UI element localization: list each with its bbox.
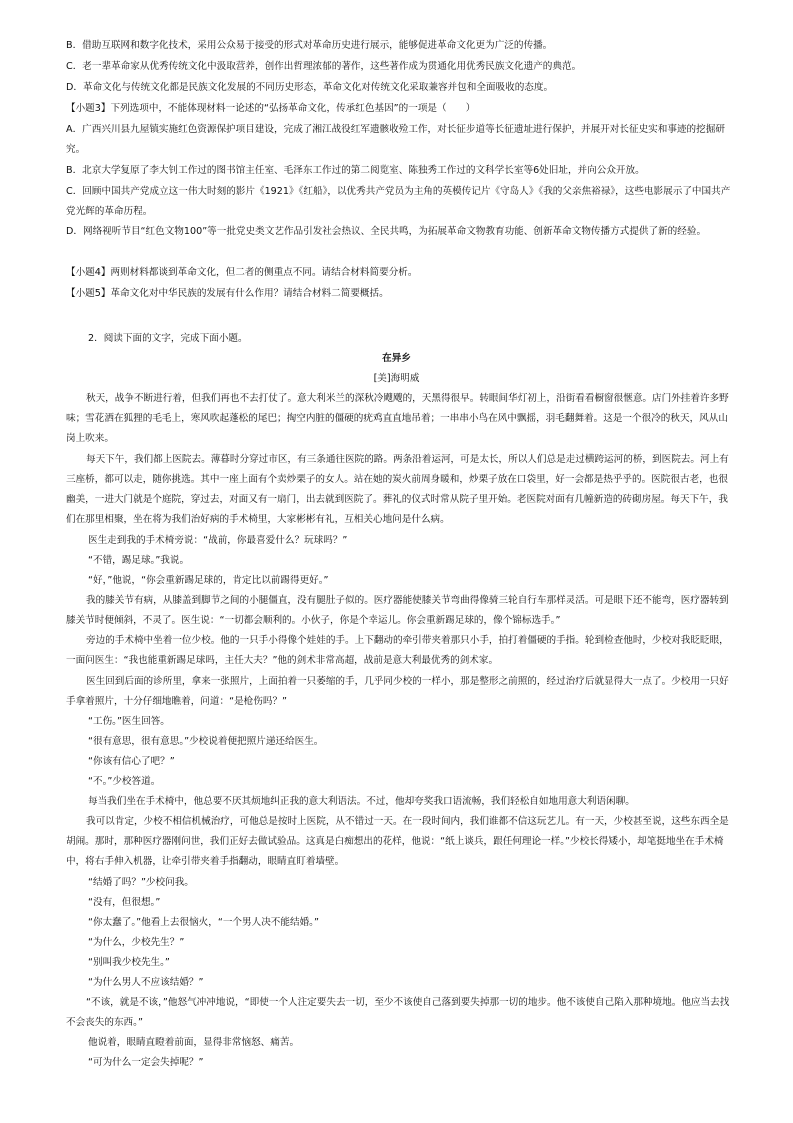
- q3-option-d: D．网络视听节目“红色文物100”等一批党史类文艺作品引发社会热议、全民共鸣，为拓展革命文物教育功能、创新革命文物传播方式提供了新的经验。: [66, 226, 707, 237]
- dialogue-line: “工伤。”医生回答。: [88, 716, 170, 727]
- paragraph-autumn: 秋天，战争不断进行着，但我们再也不去打仗了。意大利米兰的深秋冷飕飕的，天黑得很早。转眼间华灯初上，沿街看看橱窗很惬意。店门外挂着许多野味；雪花洒在狐狸的毛毛上，寒风吹起蓬松的尾巴；掏空内脏的僵硬的疣鸡直直地吊着；一串串小鸟在风中飘摇，羽毛翻舞着。这是一个很冷的秋天，风从山岗上吹来。: [66, 393, 729, 444]
- story-author: [美]海明威: [373, 373, 420, 384]
- paragraph-major-angry: “不该，就是不该，”他怒气冲冲地说，“即使一个人注定要失去一切，至少不该使自己落到要失掉那一切的地步。他不该使自己陷入那种境地。他应当去找不会丧失的东西。”: [66, 997, 730, 1028]
- paragraph-hospital: 每天下午，我们都上医院去。薄暮时分穿过市区，有三条通往医院的路。两条沿着运河，可是太长，所以人们总是走过横跨运河的桥，到医院去。河上有三座桥，都可以走，随你挑选。其中一座上面有个卖炒栗子的女人。站在她的炭火前周身暖和，炒栗子放在口袋里，好一会都是热乎乎的。医院很古老，也很幽美，一进大门就是个庭院，穿过去，对面又有一扇门，出去就到医院了。葬礼的仪式时常从院子里开始。老医院对面有几幢新造的砖砌房屋。每天下午，我们在那里相聚，坐在将为我们治好病的手术椅里，大家彬彬有礼，互相关心地问是什么病。: [66, 454, 729, 525]
- dialogue-line: “为什么，少校先生？”: [88, 937, 185, 948]
- q3-option-c: C．回顾中国共产党成立这一伟大时刻的影片《1921》《红船》，以优秀共产党员为主角的英模传记片《守岛人》《我的父亲焦裕禄》，这些电影展示了中国共产党光辉的革命历程。: [66, 186, 731, 217]
- section-2-intro: 2．阅读下面的文字，完成下面小题。: [88, 333, 248, 344]
- dialogue-line: “可为什么一定会失掉呢？”: [88, 1057, 204, 1068]
- dialogue-line: “很有意思，很有意思。”少校说着便把照片递还给医生。: [88, 736, 324, 747]
- dialogue-line: “好，”他说，“你会重新踢足球的，肯定比以前踢得更好。”: [88, 575, 329, 586]
- paragraph-major: 旁边的手术椅中坐着一位少校。他的一只手小得像个娃娃的手。上下翻动的牵引带夹着那只小手，拍打着僵硬的手指。轮到检查他时，少校对我眨眨眼，一面问医生：“我也能重新踢足球吗，主任大夫？”他的剑术非常高超，战前是意大利最优秀的剑术家。: [66, 635, 729, 666]
- q3-option-b: B．北京大学复原了李大钊工作过的图书馆主任室、毛泽东工作过的第二阅览室、陈独秀工作过的文科学长室等6处旧址，并向公众开放。: [66, 165, 645, 176]
- dialogue-line: “没有，但很想。”: [88, 897, 161, 908]
- paragraph-grammar: 每当我们坐在手术椅中，他总要不厌其烦地纠正我的意大利语法。不过，他却夸奖我口语流畅，我们轻松自如地用意大利语闲聊。: [88, 796, 635, 807]
- dialogue-line: “你太蠢了。”他看上去很恼火，“一个男人决不能结婚。”: [88, 917, 319, 928]
- paragraph-machines: 我可以肯定，少校不相信机械治疗，可他总是按时上医院，从不错过一天。在一段时间内，我们谁都不信这玩艺儿。有一天，少校甚至说，这些东西全是胡闹。那时，那种医疗器刚问世，我们正好去做试验品。这真是白痴想出的花样，他说：“纸上谈兵，跟任何理论一样。”少校长得矮小，却笔挺地坐在手术椅中，将右手伸入机器，让牵引带夹着手指翻动，眼睛直盯着墙壁。: [66, 816, 729, 867]
- option-d-line: D．革命文化与传统文化都是民族文化发展的不同历史形态，革命文化对传统文化采取兼容并包和全面吸收的态度。: [66, 82, 554, 93]
- question-3-stem: 【小题3】下列选项中，不能体现材料一论述的“弘扬革命文化，传承红色基因”的一项是（ ）: [66, 103, 476, 114]
- dialogue-line: “不错，踢足球。”我说。: [88, 555, 190, 566]
- question-5: 【小题5】革命文化对中华民族的发展有什么作用？请结合材料二简要概括。: [66, 288, 389, 299]
- dialogue-line: 医生走到我的手术椅旁说：“战前，你最喜爱什么？玩球吗？”: [88, 535, 348, 546]
- paragraph-stare: 他说着，眼睛直瞪着前面，显得非常恼怒、痛苦。: [88, 1037, 300, 1048]
- dialogue-line: “别叫我少校先生。”: [88, 957, 170, 968]
- story-title: 在异乡: [382, 353, 411, 364]
- paragraph-knee: 我的膝关节有病，从膝盖到脚节之间的小腿僵直，没有腿肚子似的。医疗器能使膝关节弯曲得像骑三轮自行车那样灵活。可是眼下还不能弯，医疗器转到膝关节时便倾斜，不灵了。医生说：“一切都会顺利的。小伙子，你是个幸运儿。你会重新踢足球的，像个锦标选手。”: [66, 595, 729, 626]
- option-c-line: C．老一辈革命家从优秀传统文化中汲取营养，创作出哲理浓郁的著作，这些著作成为贯通化用优秀民族文化遗产的典范。: [66, 61, 582, 72]
- dialogue-line: “不。”少校答道。: [88, 776, 161, 787]
- option-b-line: B．借助互联网和数字化技术，采用公众易于接受的形式对革命历史进行展示，能够促进革命文化更为广泛的传播。: [66, 40, 553, 51]
- paragraph-photo: 医生回到后面的诊所里，拿来一张照片，上面拍着一只萎缩的手，几乎同少校的一样小，那是整形之前照的，经过治疗后就显得大一点了。少校用一只好手拿着照片，十分仔细地瞧着，问道：“是枪伤吗？”: [66, 676, 729, 707]
- dialogue-line: “你该有信心了吧？”: [88, 756, 175, 767]
- question-4: 【小题4】两则材料都谈到革命文化，但二者的侧重点不同。请结合材料简要分析。: [66, 267, 418, 278]
- q3-option-a: A．广西兴川县九屋镇实施红色资源保护项目建设，完成了湘江战役红军遗骸收殓工作，对长征步道等长征遗址进行保护，并展开对长征史实和事迹的挖掘研究。: [66, 124, 725, 155]
- dialogue-line: “结婚了吗？”少校问我。: [88, 877, 194, 888]
- dialogue-line: “为什么男人不应该结婚？”: [88, 977, 204, 988]
